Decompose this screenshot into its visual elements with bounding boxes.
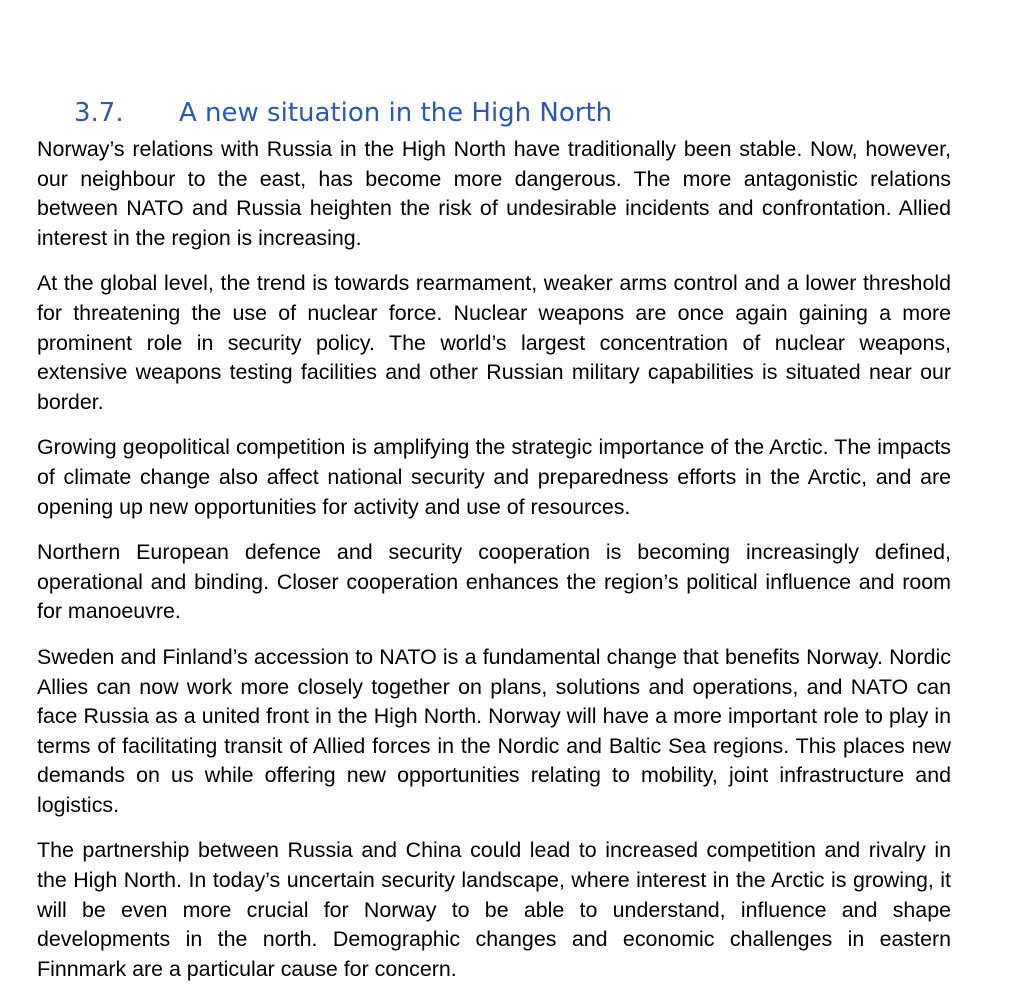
paragraph-relations-with-russia: Norway’s relations with Russia in the High North have traditionally been stable. Now, however, our neighbour to the east, has become more dangerous. The more antagonistic relations between NATO and Russia heighten the risk of undesirable incidents and confrontation. Allied interest in the region is increasing. <box>37 137 951 250</box>
paragraph-arctic-competition: Growing geopolitical competition is amplifying the strategic importance of the Arctic. The impacts of climate change also affect national security and preparedness efforts in the Arctic, and are opening up new opportunities for activity and use of resources. <box>37 435 951 519</box>
paragraph-sweden-finland-accession: Sweden and Finland’s accession to NATO is a fundamental change that benefits Norway. Nordic Allies can now work more closely together on plans, solutions and operations, and NATO can face Russia as a united front in the High North. Norway will have a more important role to play in terms of facilitating transit of Allied forces in the Nordic and Baltic Sea regions. This places new demands on us while offering new opportunities relating to mobility, joint infrastructure and logistics. <box>37 644 951 817</box>
paragraph-northern-european-cooperation: Northern European defence and security cooperation is becoming increasingly defined, operational and binding. Closer cooperation enhances the region’s political influence and room for manoeuvre. <box>37 540 951 624</box>
paragraph-russia-china-partnership: The partnership between Russia and China could lead to increased competition and rivalry in the High North. In today’s uncertain security landscape, where interest in the Arctic is growing, it will be even more crucial for Norway to be able to understand, influence and shape developments in the north. Demographic changes and economic challenges in eastern Finnmark are a particular cause for concern. <box>37 838 951 981</box>
section-title: A new situation in the High North <box>179 98 613 128</box>
section-heading <box>74 96 612 130</box>
paragraph-global-rearmament: At the global level, the trend is towards rearmament, weaker arms control and a lower threshold for threatening the use of nuclear force. Nuclear weapons are once again gaining a more prominent role in security policy. The world’s largest concentration of nuclear weapons, extensive weapons testing facilities and other Russian military capabilities is situated near our border. <box>37 271 951 414</box>
body-text <box>37 135 951 1000</box>
section-number: 3.7. <box>74 98 124 128</box>
